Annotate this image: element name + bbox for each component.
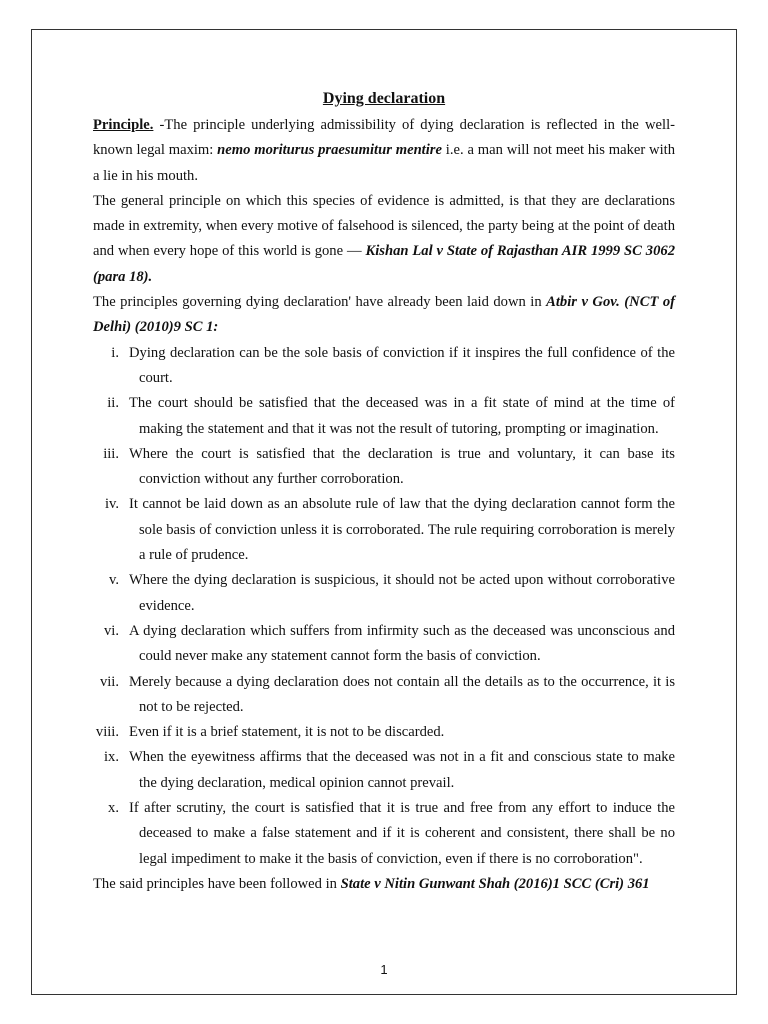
- principle-item: [93, 720, 675, 745]
- document-body: [93, 86, 675, 897]
- maxim-meaning: i.e. a man will not meet his maker with a lie in his mouth.: [93, 142, 676, 184]
- principle-label: Principle.: [93, 117, 154, 133]
- principle-text: Dying declaration can be the sole basis of conviction if it inspires the full confidence of the court.: [129, 344, 675, 386]
- principle-text: If after scrutiny, the court is satisfied that it is true and free from any effort to induce the deceased to make a false statement and if it is coherent and consistent, there shall be no legal impediment to make it the basis of conviction, even if there is no corroboration".: [129, 800, 675, 867]
- principle-text: -The principle underlying admissibility of dying declaration is reflected in the well-known legal maxim:: [93, 117, 675, 159]
- principle-item: [93, 796, 675, 872]
- general-principle-text: The general principle on which this species of evidence is admitted, is that they are declarations made in extremity, when every motive of falsehood is silenced, the party being at the point of death and when every hope of this world is gone —: [93, 192, 675, 260]
- citation-nitin-gunwant-shah: State v Nitin Gunwant Shah (2016)1 SCC (Cri) 361: [340, 875, 650, 892]
- legal-maxim: nemo moriturus praesumitur mentire: [217, 142, 442, 159]
- principle-number: vii.: [99, 673, 119, 690]
- general-principle-paragraph: [93, 189, 675, 290]
- principle-number: x.: [108, 800, 119, 817]
- principle-text: Merely because a dying declaration does not contain all the details as to the occurrence, it is not to be rejected.: [129, 673, 675, 715]
- governing-text: The principles governing dying declaration' have already been laid down in: [93, 294, 547, 311]
- principle-item: [93, 391, 675, 442]
- closing-paragraph: [93, 872, 675, 897]
- principle-number: iv.: [104, 496, 119, 513]
- principle-item: [93, 745, 675, 796]
- principle-text: Where the court is satisfied that the declaration is true and voluntary, it can base its conviction without any further corroboration.: [129, 445, 675, 488]
- citation-atbir: Atbir v Gov. (NCT of Delhi) (2010)9 SC 1:: [93, 294, 675, 336]
- principle-text: Where the dying declaration is suspicious, it should not be acted upon without corroborative evidence.: [129, 572, 675, 614]
- principle-item: [93, 492, 675, 568]
- document-title: Dying declaration: [322, 90, 446, 107]
- principle-number: i.: [111, 344, 119, 361]
- citation-kishan-lal: Kishan Lal v State of Rajasthan AIR 1999 SC 3062 (para 18).: [93, 243, 675, 285]
- principle-item: [93, 568, 675, 619]
- principle-text: A dying declaration which suffers from infirmity such as the deceased was unconscious and could never make any statement cannot form the basis of conviction.: [129, 622, 675, 665]
- principle-item: [93, 670, 675, 721]
- principle-paragraph: [93, 113, 675, 189]
- principles-list: [93, 341, 675, 872]
- page-number: 1: [380, 962, 388, 977]
- principle-number: ii.: [107, 395, 119, 412]
- principle-text: Even if it is a brief statement, it is not to be discarded.: [129, 724, 445, 741]
- principle-number: viii.: [95, 724, 119, 741]
- principle-item: [93, 341, 675, 392]
- governing-principles-paragraph: [93, 290, 675, 341]
- principle-item: [93, 442, 675, 493]
- principle-text: It cannot be laid down as an absolute rule of law that the dying declaration cannot form the sole basis of conviction unless it is corroborated. The rule requiring corroboration is merely a rule of prudence.: [129, 496, 675, 564]
- principle-number: vi.: [104, 622, 119, 639]
- closing-text: The said principles have been followed in: [93, 875, 341, 892]
- principle-number: ix.: [104, 749, 119, 766]
- principle-text: When the eyewitness affirms that the deceased was not in a fit and conscious state to make the dying declaration, medical opinion cannot prevail.: [129, 749, 675, 791]
- principle-number: iii.: [103, 445, 119, 462]
- principle-item: [93, 619, 675, 670]
- principle-text: The court should be satisfied that the deceased was in a fit state of mind at the time of making the statement and that it was not the result of tutoring, prompting or imagination.: [129, 395, 675, 437]
- principle-number: v.: [109, 572, 119, 589]
